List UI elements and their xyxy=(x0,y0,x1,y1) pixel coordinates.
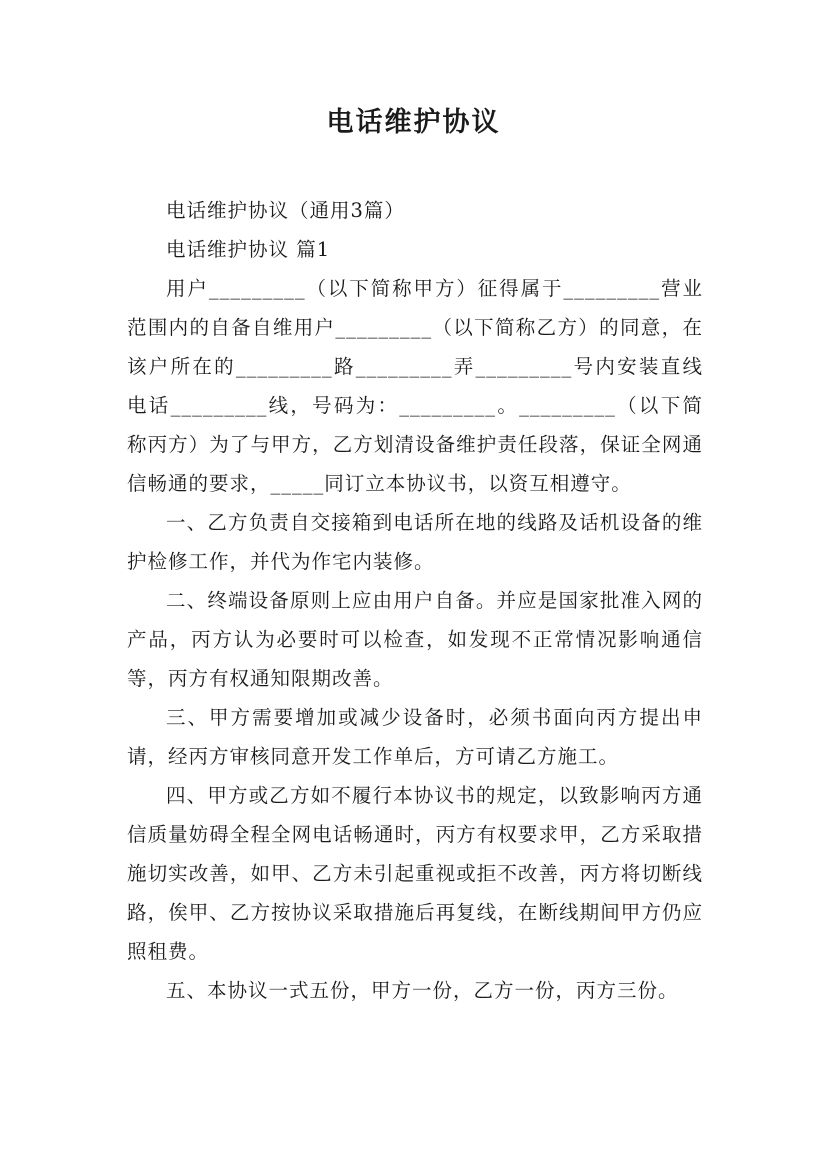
paragraph-intro: 用户_________（以下简称甲方）征得属于_________营业范围内的自备自维用户_________（以下简称乙方）的同意，在该户所在的_________路_________弄_________号内安装直线电话_________线，号码为：_________。_________（以下简称丙方）为了与甲方，乙方划清设备维护责任段落，保证全网通信畅通的要求，_____同订立本协议书，以资互相遵守。 xyxy=(127,277,703,495)
paragraph-clause-1: 一、乙方负责自交接箱到电话所在地的线路及话机设备的维护检修工作，并代为作宅内装修。 xyxy=(127,511,703,573)
paragraph-clause-5: 五、本协议一式五份，甲方一份，乙方一份，丙方三份。 xyxy=(166,979,679,1002)
document-body xyxy=(127,191,703,1010)
section-heading: 电话维护协议 篇1 xyxy=(166,238,331,261)
paragraph-clause-2: 二、终端设备原则上应由用户自备。并应是国家批准入网的产品，丙方认为必要时可以检查，如发现不正常情况影响通信等，丙方有权通知限期改善。 xyxy=(127,589,703,690)
paragraph-clause-3: 三、甲方需要增加或减少设备时，必须书面向丙方提出申请，经丙方审核同意开发工作单后，方可请乙方施工。 xyxy=(127,706,703,768)
paragraph-clause-4: 四、甲方或乙方如不履行本协议书的规定，以致影响丙方通信质量妨碍全程全网电话畅通时，丙方有权要求甲，乙方采取措施切实改善，如甲、乙方未引起重视或拒不改善，丙方将切断线路，俟甲、乙方按协议采取措施后再复线，在断线期间甲方仍应照租费。 xyxy=(127,784,703,963)
collection-heading: 电话维护协议（通用3篇） xyxy=(166,199,405,222)
document-title: 电话维护协议 xyxy=(326,107,501,138)
